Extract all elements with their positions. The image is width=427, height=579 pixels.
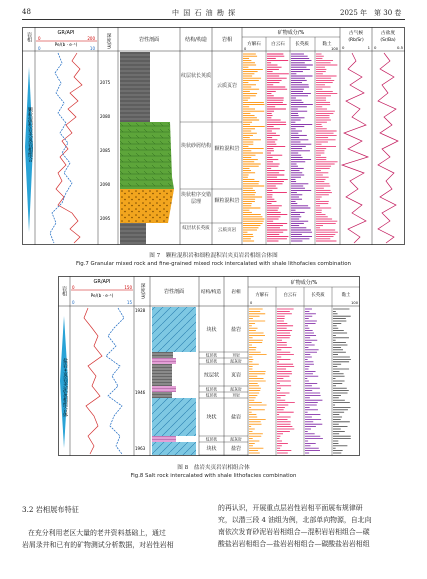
figure-8: [58, 276, 360, 456]
f7-gr-min: 0: [38, 36, 41, 41]
f8-depth-2: 1963: [135, 446, 146, 451]
f7-mineral-3: 黏土: [322, 42, 332, 47]
header-rule: [22, 19, 405, 20]
f7-gr-max: 200: [87, 36, 95, 41]
right-line-2: 南依次发育砂泥岩岩相组合—混积岩岩相组合—碳: [218, 528, 370, 536]
f8-mineral-1: 白云石: [283, 293, 297, 298]
f7-depth-4: 2095: [100, 216, 111, 221]
f8-lith-marl-1: [152, 358, 176, 364]
f8-mineral-min: 0: [250, 301, 253, 305]
f7-facies-1: 颗粒混积岩: [214, 146, 240, 152]
figure8-caption-en: Fig.8 Salt rock intercalated with shale lithofacies combination: [130, 473, 297, 479]
f8-depth-1: 1946: [135, 390, 146, 395]
f8-mineral-0: 方解石: [255, 293, 269, 298]
f8-mineral-max: 100: [351, 301, 358, 305]
f8-pe-max: 15: [126, 300, 132, 305]
f8-facies-5: 页岩: [232, 392, 240, 398]
f8-depth-0: 1928: [135, 308, 146, 313]
f8-lith-marl-3: [152, 436, 176, 442]
f7-col-srba-unit: (Sr/Ba): [380, 38, 396, 43]
f7-mineral-bars: [243, 54, 338, 241]
f8-facies-6: 盐岩: [230, 414, 242, 421]
f7-structure-3: 纹层状长英质: [182, 226, 210, 231]
figure-7: [22, 27, 405, 245]
f8-lith-marl-2: [152, 386, 176, 392]
f7-unit-label: 颗粒混积岩夹页岩相组合: [27, 107, 33, 162]
f8-col-lithology: 岩性剖面: [163, 289, 185, 295]
f7-col-lithology: 岩性剖面: [138, 37, 160, 43]
f8-col-pe: Pe/(b · e⁻¹): [90, 293, 114, 298]
f8-structure-4: 纹层状: [205, 386, 218, 392]
section-heading: 3.2 岩相展布特征: [22, 505, 79, 514]
left-line-0: 在充分利用老区大量的老井资料基础上，通过: [28, 529, 166, 537]
f7-rbsr-curve: [342, 53, 368, 243]
f7-gr-curve: [56, 53, 82, 243]
f7-lith-grain: [120, 189, 174, 223]
figure7-caption-en: Fig.7 Granular mixed rock and fine-grained mixed rock intercalated with shale lithofacies combination: [76, 261, 351, 267]
f8-structure-1: 纹层状: [205, 352, 218, 358]
f8-col-depth: 深度/m: [139, 283, 145, 299]
f8-lith-shale-2: [152, 364, 172, 386]
f8-pe-curve: [106, 308, 124, 454]
f7-pe-max: 10: [89, 46, 95, 51]
f8-col-unit: 岩相: [61, 286, 67, 296]
f7-rbsr-max: 1: [367, 45, 370, 50]
f8-mineral-3: 黏土: [341, 293, 351, 298]
left-line-1: 岩屑录井和已有的矿物测试分析数据，对岩性岩相: [22, 541, 174, 549]
f7-structure-0: 纹层状长英质: [181, 73, 211, 79]
f7-facies-3: 云质页岩: [217, 228, 237, 233]
f8-structure-2: 纹层状: [205, 358, 218, 364]
f8-gr-curve: [84, 308, 102, 454]
f8-gr-max: 150: [124, 285, 132, 290]
f7-lith-shale-bottom: [120, 223, 146, 244]
f7-col-depth: 深度/m: [105, 33, 111, 49]
f7-mineral-2: 长英质: [295, 42, 309, 47]
f7-col-minerals: 矿物成分/%: [277, 30, 305, 36]
f8-facies-2: 泥灰岩: [230, 358, 242, 364]
f8-structure-3: 纹层状: [203, 372, 220, 379]
f8-lith-salt-bottom: [152, 442, 196, 455]
f8-facies-4: 泥灰岩: [230, 386, 242, 392]
f8-facies-1: 页岩: [232, 352, 240, 358]
f8-mineral-2: 长英质: [311, 293, 325, 298]
right-line-1: 究，以潜三段 4 油组为例，北部单向物源，自北向: [218, 516, 372, 524]
f8-facies-rows: [199, 326, 248, 455]
f7-rbsr-min: 0: [342, 45, 345, 50]
f7-depth-2: 2085: [100, 148, 111, 153]
page-number: 48: [22, 8, 31, 16]
f7-depth-3: 2090: [100, 182, 111, 187]
f8-mineral-bars: [249, 309, 351, 453]
f8-facies-8: 盐岩: [230, 446, 242, 452]
f7-col-structure: 结构/构造: [185, 37, 207, 43]
f8-unit-label: 盐岩+页岩夹泥灰相组合体: [62, 358, 68, 418]
f7-col-gr: GR/API: [57, 30, 75, 36]
right-line-0: 的再认识，开展重点层岩性岩相平面展布规律研: [218, 504, 363, 512]
f7-mineral-min: 0: [244, 47, 247, 51]
f8-lith-shale-3: [152, 392, 172, 398]
f7-mineral-max: 100: [331, 47, 338, 51]
f8-facies-0: 盐岩: [230, 327, 242, 333]
f7-mineral-1: 白云石: [271, 42, 285, 47]
f8-structure-0: 块状: [206, 327, 217, 333]
f8-col-facies: 岩相: [231, 290, 241, 295]
f8-structure-7: 纹层状: [205, 436, 218, 442]
f8-structure-5: 纹层状: [205, 392, 218, 398]
f8-lith-salt-mid: [152, 398, 196, 436]
f7-facies-2: 颗粒混积岩: [214, 198, 240, 204]
f7-lith-mixed: [120, 122, 174, 189]
f7-pe-min: 0: [38, 46, 41, 51]
f8-col-gr: GR/API: [93, 279, 111, 285]
journal-title: 中 国 石 油 勘 探: [172, 9, 237, 17]
figure8-caption-cn: 图 8 盐岩夹页岩岩相组合体: [177, 465, 250, 471]
f7-lith-shale-top: [120, 52, 150, 122]
f8-pe-min: 0: [72, 300, 75, 305]
f7-structure-1: 块状砂屑结构: [181, 143, 211, 149]
f8-facies-7: 泥灰岩: [230, 436, 242, 442]
f8-structure-8: 块状: [206, 446, 217, 452]
f7-srba-max: 0.5: [396, 45, 403, 50]
f7-col-rbsr-unit: (Rb/Sr): [348, 38, 364, 43]
f8-col-minerals: 矿物成分/%: [290, 280, 318, 286]
f8-lith-shale-1: [152, 352, 173, 358]
f7-srba-curve: [378, 53, 398, 243]
f8-lith-salt-top: [152, 307, 196, 352]
f8-gr-min: 0: [72, 285, 75, 290]
f7-depth-1: 2080: [100, 114, 111, 119]
issue-label: 2025 年 第 30 卷: [340, 9, 402, 17]
f7-depth-0: 2075: [100, 80, 111, 85]
f7-mineral-0: 方解石: [247, 42, 261, 47]
f7-col-facies: 岩相: [221, 37, 233, 43]
f7-col-unit: 岩相: [26, 32, 32, 42]
f7-structure-2: 块状粒序交错层理: [181, 192, 211, 205]
f7-col-pe: Pe/(b · e⁻¹): [54, 42, 78, 47]
figure7-caption-cn: 图 7 颗粒混积岩和细粒混积岩夹页岩岩相组合体图: [149, 253, 278, 259]
f7-col-srba: 古盐度: [380, 31, 396, 36]
right-line-3: 酸盐岩岩相组合—盐岩岩相组合—碳酸盐岩岩相组: [218, 540, 370, 548]
f8-col-structure: 结构/构造: [201, 290, 221, 295]
f8-structure-6: 块状: [206, 414, 217, 421]
f7-srba-min: 0: [374, 45, 377, 50]
f8-facies-3: 页岩: [230, 372, 242, 379]
f7-pe-curve: [50, 53, 72, 243]
f7-facies-0: 云质页岩: [216, 83, 237, 89]
f7-col-rbsr: 古气候: [348, 31, 364, 36]
